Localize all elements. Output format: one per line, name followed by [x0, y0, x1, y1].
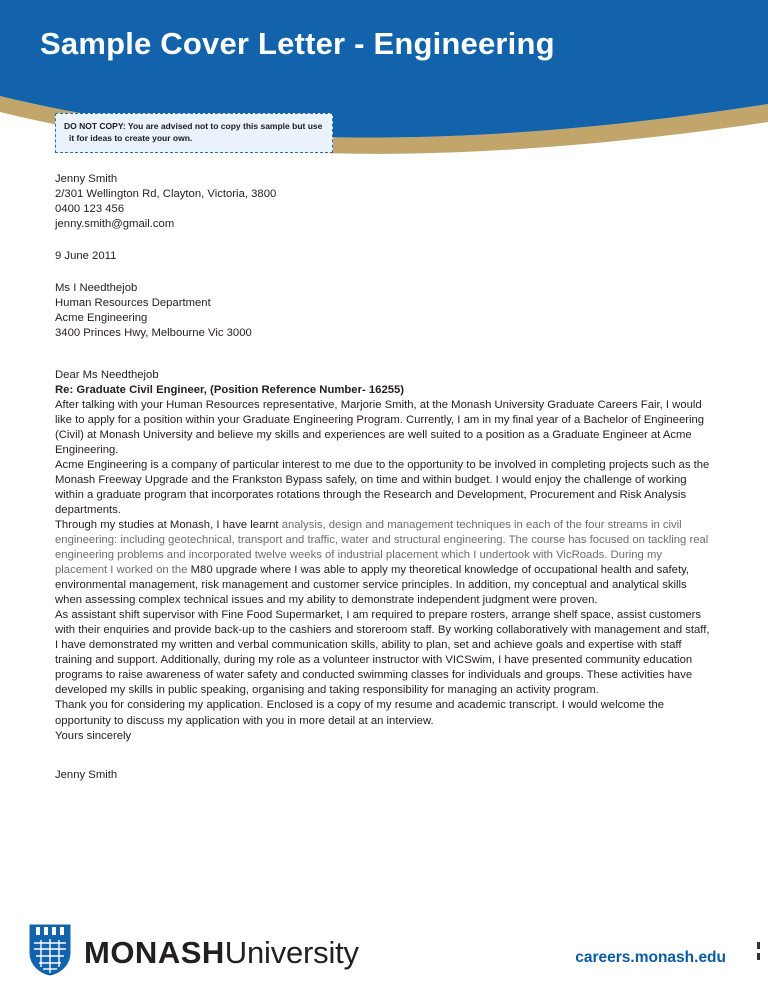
recipient-name: Ms I Needthejob [55, 282, 138, 295]
closing: Yours sincerely [55, 729, 132, 742]
paragraph-4: As assistant shift supervisor with Fine Food Supermarket, I am required to prepare rosters, arrange shelf space, assist customers with their enquiries and provide back-up to the cashiers and storeroom staff. By working collaboratively with management and staff, I have demonstrated my written and verbal communication skills, ability to plan, set and achieve goals and expertise with staff training and support. Additionally, during my role as a volunteer instructor with VICSwim, I have presented community education programs to raise awareness of water safety and conducted swimming classes for individuals and groups. These activities have developed my skills in public speaking, organising and taking responsibility for managing an activity program. [55, 609, 710, 697]
cover-letter-body [55, 172, 715, 783]
salutation: Dear Ms Needthejob [55, 369, 159, 382]
date-text: 9 June 2011 [55, 250, 117, 263]
notice-line-2: it for ideas to create your own. [69, 133, 193, 144]
monash-wordmark [84, 937, 359, 968]
monash-logo [28, 923, 359, 982]
do-not-copy-notice [55, 113, 333, 153]
edge-mark-1 [757, 942, 760, 949]
sender-phone: 0400 123 456 [55, 203, 125, 216]
logo-university-text: University [224, 935, 359, 970]
sender-name: Jenny Smith [55, 173, 118, 185]
sender-address-block [55, 172, 715, 232]
sender-email: jenny.smith@gmail.com [55, 218, 175, 231]
paragraph-3-segment-1: Through my studies at Monash, I have learnt [55, 519, 282, 532]
paragraph-2: Acme Engineering is a company of particular interest to me due to the opportunity to be involved in completing projects such as the Monash Freeway Upgrade and the Frankston Bypass safely, on time and within budget. I would enjoy the challenge of working within a graduate program that incorporates rotations through the Research and Development, Procurement and Risk Analysis departments. [55, 459, 710, 517]
letter-date [55, 249, 715, 264]
subject-line: Re: Graduate Civil Engineer, (Position Reference Number- 16255) [55, 384, 405, 397]
edge-mark-2 [757, 953, 760, 960]
signature-name: Jenny Smith [55, 768, 118, 781]
notice-line-1: DO NOT COPY: You are advised not to copy this sample but use [64, 121, 323, 131]
page-edge-marks [757, 942, 760, 964]
recipient-street: 3400 Princes Hwy, Melbourne Vic 3000 [55, 327, 252, 340]
recipient-department: Human Resources Department [55, 297, 211, 310]
sender-street: 2/301 Wellington Rd, Clayton, Victoria, 3800 [55, 188, 277, 201]
careers-url-link[interactable]: careers.monash.edu [575, 949, 726, 966]
paragraph-1: After talking with your Human Resources representative, Marjorie Smith, at the Monash University Graduate Careers Fair, I would like to apply for a position within your Graduate Engineering Program. Currently, I am in my final year of a Bachelor of Engineering (Civil) at Monash University and believe my skills and experiences are well suited to a position as a Graduate Engineer at Acme Engineering. [55, 399, 705, 457]
paragraph-3-mixed [55, 518, 715, 608]
paragraph-3-segment-2-highlighted: analysis, design and management techniques in each of the four streams in civil engineering: including geotechnical, transport and traffic, water and structural engineering. The course has focused on tackling real engineering problems and incorporated twelve weeks of industrial placement which I undertook with VicRoads. During my placement I worked on the [55, 519, 709, 577]
logo-monash-text: MONASH [84, 935, 225, 970]
spacer [55, 358, 715, 368]
page-footer [0, 918, 768, 994]
page-title: Sample Cover Letter - Engineering [40, 26, 555, 61]
paragraph-3-segment-3: M80 upgrade where I was able to apply my theoretical knowledge of occupational health and safety, environmental management, risk management and customer service principles. In addition, my conceptual and analytical skills when assessing complex technical issues and my ability to demonstrate independent judgment were proven. [55, 564, 690, 607]
recipient-company: Acme Engineering [55, 312, 148, 325]
recipient-address-block [55, 281, 715, 341]
monash-shield-icon [28, 923, 72, 982]
paragraph-5: Thank you for considering my application. Enclosed is a copy of my resume and academic transcript. I would welcome the opportunity to discuss my application with you in more detail at an interview. [55, 699, 665, 727]
